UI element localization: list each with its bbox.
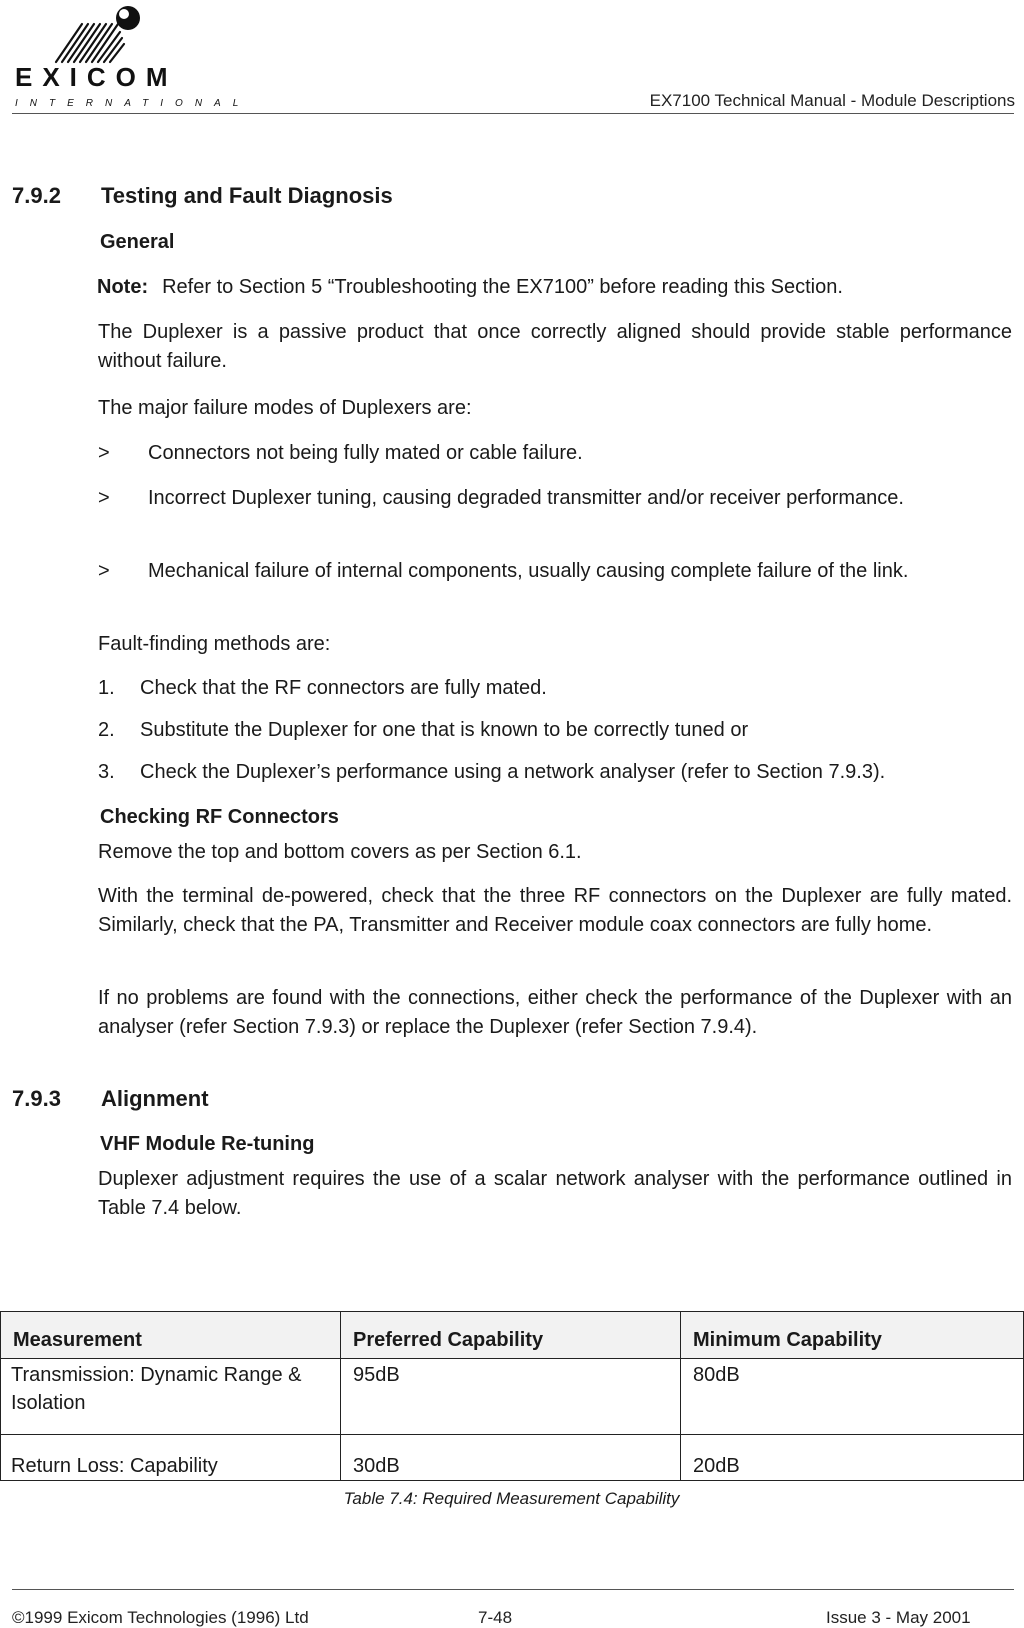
method-item [98,758,885,787]
footer-issue: Issue 3 - May 2001 [826,1608,971,1627]
note-text: Refer to Section 5 “Troubleshooting the EX7100” before reading this Section. [162,276,843,298]
section-title: Testing and Fault Diagnosis [101,183,393,208]
table-header-cell: Preferred Capability [341,1312,681,1359]
bullet-text: Connectors not being fully mated or cable failure. [148,442,583,464]
bullet-text: Incorrect Duplexer tuning, causing degraded transmitter and/or receiver performance. [148,487,904,509]
exicom-logo [12,2,251,110]
table-cell: Transmission: Dynamic Range & Isolation [1,1359,341,1435]
note-label: Note: [97,276,149,298]
method-number: 2. [98,719,115,741]
section-heading-7-9-2 [12,183,612,213]
header-rule [12,113,1014,114]
paragraph-duplexer-intro: The Duplexer is a passive product that once correctly aligned should provide stable performance without failure. [98,321,1012,372]
table-cell: 95dB [341,1359,681,1435]
section-number: 7.9.3 [12,1086,61,1111]
method-item [98,674,547,703]
footer-page-number: 7-48 [478,1608,513,1627]
paragraph-no-problems: If no problems are found with the connections, either check the performance of the Duplexer with an analyser (refer Section 7.9.3) or replace the Duplexer (refer Section 7.9.4). [98,987,1012,1038]
method-number: 1. [98,677,115,699]
general-heading: General [100,231,175,253]
method-number: 3. [98,761,115,783]
paragraph-failure-modes-intro: The major failure modes of Duplexers are: [98,397,472,419]
bullet-marker: > [98,487,110,509]
table-header-cell: Minimum Capability [681,1312,1024,1359]
logo-name: EXICOM [15,62,178,92]
failure-mode-item [98,557,1012,586]
section-heading-7-9-3 [12,1086,612,1116]
exicom-logo-graphic [12,2,251,110]
section-number: 7.9.2 [12,183,61,208]
paragraph-remove-covers: Remove the top and bottom covers as per Section 6.1. [98,841,582,863]
header-title: EX7100 Technical Manual - Module Descriptions [649,91,1015,110]
measurement-capability-table [0,1311,1024,1481]
table-cell: 20dB [681,1435,1024,1481]
failure-mode-item [98,484,1012,513]
footer-copyright: ©1999 Exicom Technologies (1996) Ltd [12,1608,309,1627]
logo-tagline: INTERNATIONAL [15,98,251,109]
bullet-marker: > [98,442,110,464]
paragraph-check-connectors: With the terminal de-powered, check that the three RF connectors on the Duplexer are fully mated. Similarly, check that the PA, Transmitter and Receiver module coax connectors are fully home. [98,885,1012,936]
paragraph-duplexer-adjustment: Duplexer adjustment requires the use of a scalar network analyser with the performance outlined in Table 7.4 below. [98,1168,1012,1219]
method-text: Check that the RF connectors are fully mated. [140,677,547,699]
bullet-marker: > [98,560,110,582]
vhf-retuning-heading: VHF Module Re-tuning [100,1133,315,1155]
table-row [1,1435,1024,1481]
table-caption: Table 7.4: Required Measurement Capability [343,1489,680,1508]
table-header-row [1,1312,1024,1359]
paragraph-fault-finding-intro: Fault-finding methods are: [98,633,331,655]
section-title: Alignment [101,1086,209,1111]
note [97,273,843,302]
footer-rule [12,1589,1014,1590]
method-text: Substitute the Duplexer for one that is known to be correctly tuned or [140,719,749,741]
method-text: Check the Duplexer’s performance using a network analyser (refer to Section 7.9.3). [140,761,886,783]
table-row [1,1359,1024,1435]
rf-connectors-heading: Checking RF Connectors [100,806,339,828]
table-cell: Return Loss: Capability [1,1435,341,1481]
method-item [98,716,748,745]
table-header-cell: Measurement [1,1312,341,1359]
bullet-text: Mechanical failure of internal components, usually causing complete failure of the link. [148,560,909,582]
table-cell: 30dB [341,1435,681,1481]
failure-mode-item [98,439,1012,468]
table-cell: 80dB [681,1359,1024,1435]
